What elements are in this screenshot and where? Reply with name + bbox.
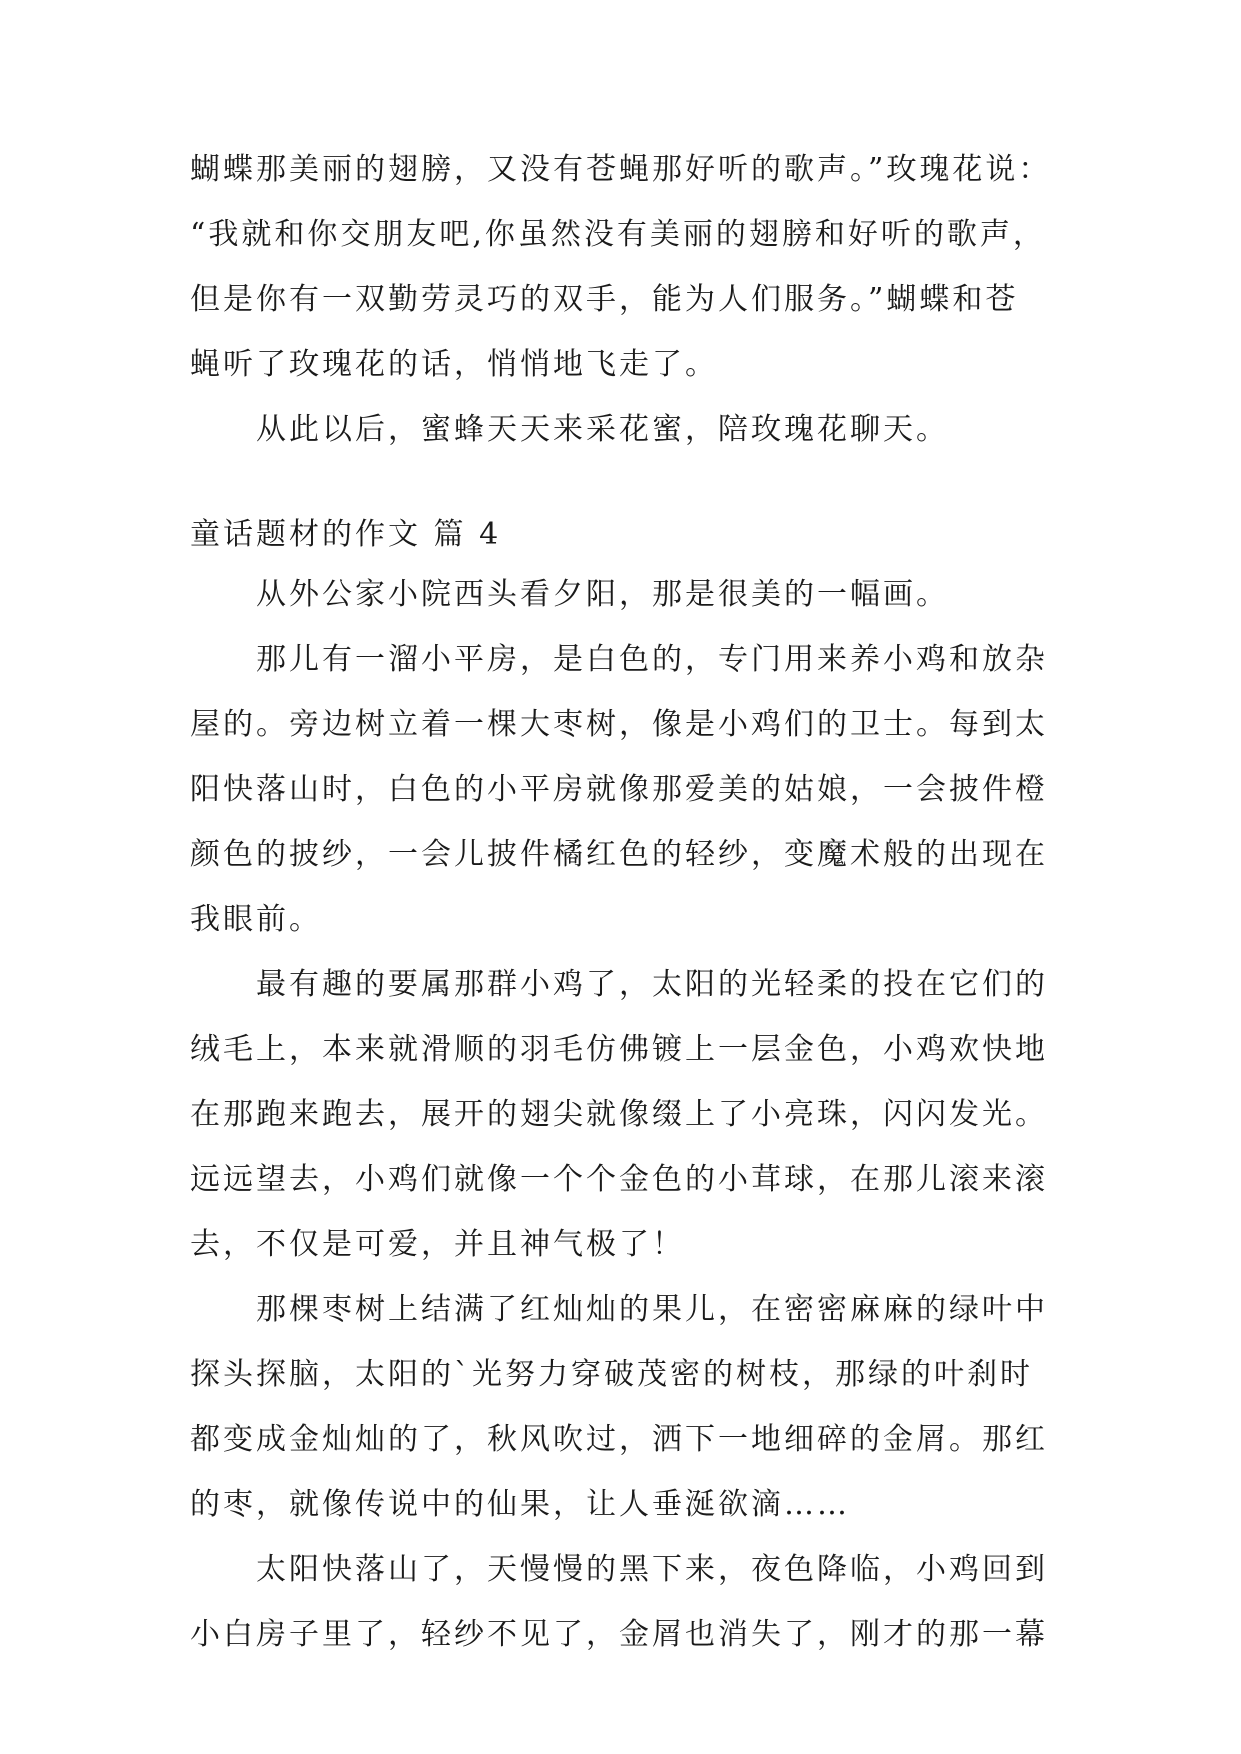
paragraph-line: 去，不仅是可爱，并且神气极了！	[190, 1227, 685, 1262]
paragraph-line: 蝇听了玫瑰花的话，悄悄地飞走了。	[190, 347, 718, 382]
paragraph-line: 但是你有一双勤劳灵巧的双手，能为人们服务。”蝴蝶和苍	[190, 282, 1019, 317]
paragraph-line: 在那跑来跑去，展开的翅尖就像缀上了小亮珠，闪闪发光。	[190, 1097, 1048, 1132]
paragraph-line: 绒毛上，本来就滑顺的羽毛仿佛镀上一层金色，小鸡欢快地	[190, 1032, 1048, 1067]
paragraph-line: 屋的。旁边树立着一棵大枣树，像是小鸡们的卫士。每到太	[190, 707, 1048, 742]
paragraph-line: 从此以后，蜜蜂天天来采花蜜，陪玫瑰花聊天。	[256, 412, 949, 447]
paragraph-line: 蝴蝶那美丽的翅膀，又没有苍蝇那好听的歌声。”玫瑰花说：	[190, 152, 1052, 187]
paragraph-line: 小白房子里了，轻纱不见了，金屑也消失了，刚才的那一幕	[190, 1617, 1048, 1652]
paragraph-line: 的枣，就像传说中的仙果，让人垂涎欲滴……	[190, 1487, 850, 1522]
paragraph-line: 那棵枣树上结满了红灿灿的果儿，在密密麻麻的绿叶中	[256, 1292, 1048, 1327]
paragraph-line: 远远望去，小鸡们就像一个个金色的小茸球，在那儿滚来滚	[190, 1162, 1048, 1197]
paragraph-line: 阳快落山时，白色的小平房就像那爱美的姑娘，一会披件橙	[190, 772, 1048, 807]
paragraph-line: 探头探脑，太阳的`光努力穿破茂密的树枝，那绿的叶刹时	[190, 1357, 1033, 1392]
paragraph-line: 颜色的披纱，一会儿披件橘红色的轻纱，变魔术般的出现在	[190, 837, 1048, 872]
paragraph-line: 从外公家小院西头看夕阳，那是很美的一幅画。	[256, 577, 949, 612]
paragraph-line: 最有趣的要属那群小鸡了，太阳的光轻柔的投在它们的	[256, 967, 1048, 1002]
section-title: 童话题材的作文 篇 4	[190, 517, 502, 552]
paragraph-line: 那儿有一溜小平房，是白色的，专门用来养小鸡和放杂	[256, 642, 1048, 677]
paragraph-line: 太阳快落山了，天慢慢的黑下来，夜色降临，小鸡回到	[256, 1552, 1048, 1587]
paragraph-line: 都变成金灿灿的了，秋风吹过，洒下一地细碎的金屑。那红	[190, 1422, 1048, 1457]
paragraph-line: “我就和你交朋友吧,你虽然没有美丽的翅膀和好听的歌声，	[190, 217, 1046, 252]
paragraph-line: 我眼前。	[190, 902, 322, 937]
